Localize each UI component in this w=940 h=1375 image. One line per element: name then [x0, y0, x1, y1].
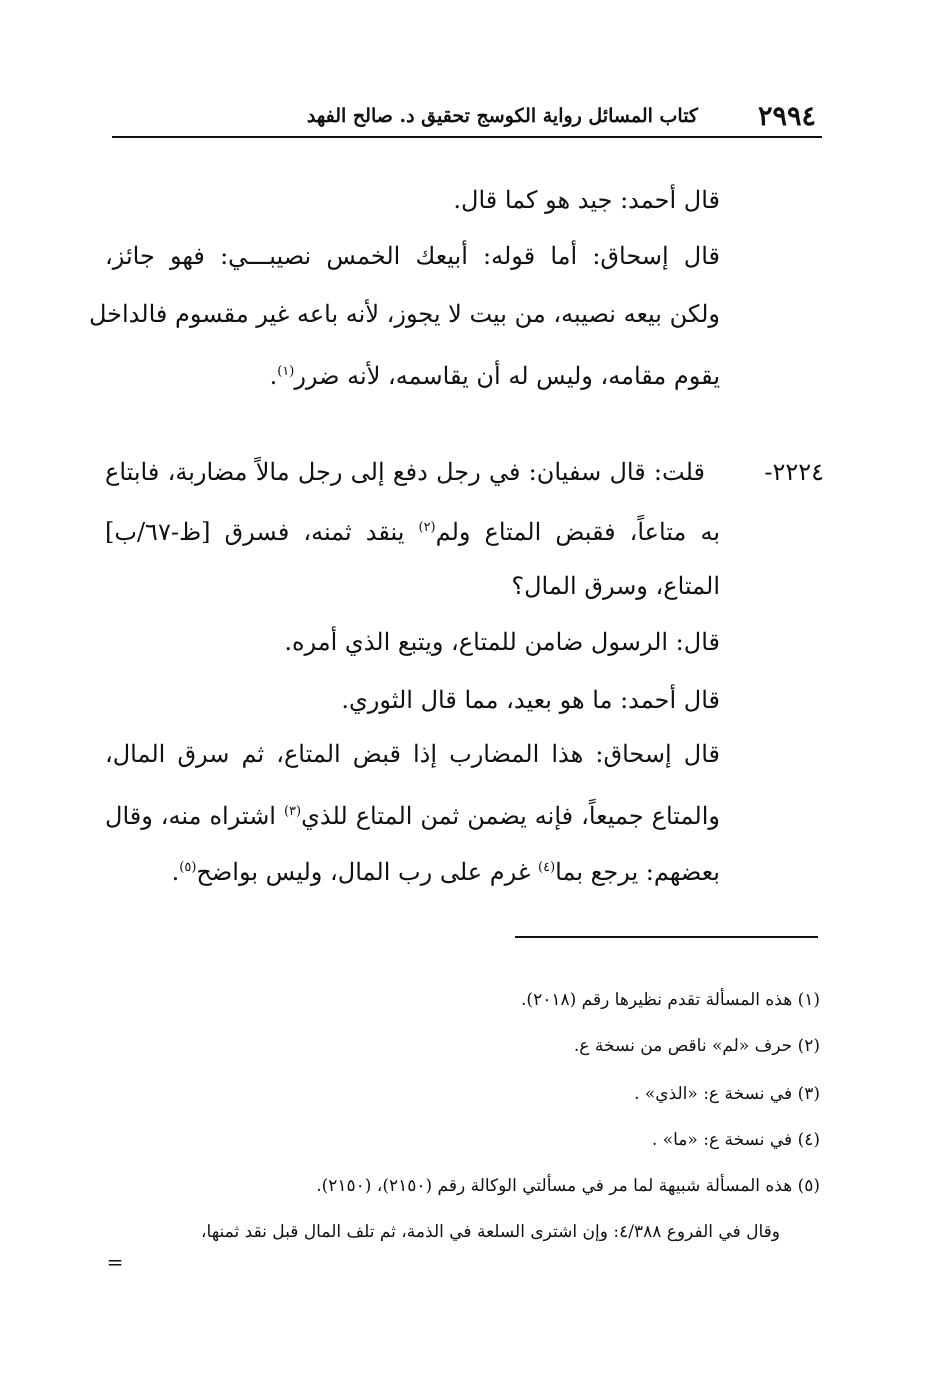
footnote-ref: (٤)	[538, 860, 556, 875]
footnote-continuation: وقال في الفروع ٤/٣٨٨: وإن اشترى السلعة في الذمة، ثم تلف المال قبل نقد ثمنها،	[201, 1222, 780, 1242]
running-title: كتاب المسائل رواية الكوسج تحقيق د. صالح الفهد	[306, 105, 698, 127]
text-line: قال: الرسول ضامن للمتاع، ويتبع الذي أمره.	[284, 628, 720, 656]
footnote-separator	[515, 936, 818, 938]
text-line: قال أحمد: ما هو بعيد، مما قال الثوري.	[341, 686, 720, 714]
text-line: ولكن بيعه نصيبه، من بيت لا يجوز، لأنه باعه غير مقسوم فالداخل	[89, 300, 720, 328]
footnote: (٥) هذه المسألة شبيهة لما مر في مسألتي الوكالة رقم (٢١٥٠)، (٢١٥٠).	[316, 1176, 820, 1196]
line-end: .	[171, 858, 180, 886]
text-line	[105, 508, 720, 552]
line-text: اشتراه منه، وقال	[105, 802, 284, 830]
footnote: (١) هذه المسألة تقدم نظيرها رقم (٢٠١٨).	[521, 990, 820, 1010]
line-text: به متاعاً، فقبض المتاع ولم	[435, 518, 720, 546]
footnote-ref: (٣)	[283, 804, 302, 819]
line-text: ينقد ثمنه، فسرق [ظ-٦٧/ب]	[105, 518, 419, 546]
footnote-ref: (١)	[277, 364, 295, 379]
text-line	[105, 792, 720, 836]
text-line: قال إسحاق: هذا المضارب إذا قبض المتاع، ثم سرق المال،	[105, 740, 720, 768]
continuation-mark: =	[106, 1250, 124, 1274]
text-line	[105, 848, 720, 892]
text-line	[105, 352, 720, 396]
text-line: قال إسحاق: أما قوله: أبيعك الخمس نصيبـــي: فهو جائز،	[105, 242, 720, 270]
line-text: غرم على رب المال، وليس بواضح	[196, 858, 538, 886]
text-line: قال أحمد: جيد هو كما قال.	[453, 186, 720, 214]
page-number: ٢٩٩٤	[757, 100, 816, 132]
issue-number: ٢٢٢٤-	[764, 458, 824, 486]
text-line: قلت: قال سفيان: في رجل دفع إلى رجل مالاً مضاربة، فابتاع	[105, 458, 705, 486]
line-text: والمتاع جميعاً، فإنه يضمن ثمن المتاع للذي	[301, 802, 720, 830]
footnote: (٢) حرف «لم» ناقص من نسخة ع.	[573, 1036, 820, 1056]
footnote-ref: (٢)	[418, 520, 436, 535]
footnote-ref: (٥)	[179, 860, 197, 875]
line-end: .	[269, 362, 278, 390]
footnote: (٤) في نسخة ع: «ما» .	[651, 1130, 820, 1150]
line-text: بعضهم: يرجع بما	[555, 858, 720, 886]
text-line: المتاع، وسرق المال؟	[511, 572, 720, 600]
footnote: (٣) في نسخة ع: «الذي» .	[634, 1084, 820, 1104]
page-header	[112, 96, 822, 138]
line-text: يقوم مقامه، وليس له أن يقاسمه، لأنه ضرر	[294, 362, 720, 390]
